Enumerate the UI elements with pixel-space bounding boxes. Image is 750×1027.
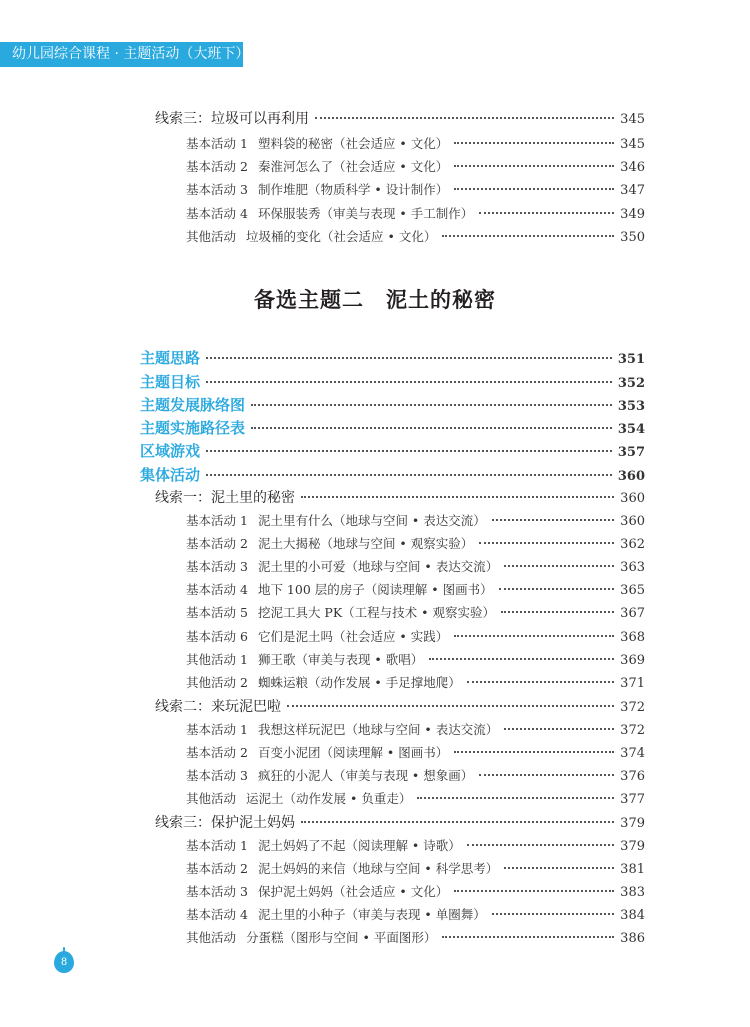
- toc-page-number: 386: [620, 931, 645, 946]
- activity-prefix: 基本活动 4: [186, 907, 248, 922]
- leader-dots: [467, 681, 614, 683]
- activity-prefix: 基本活动 2: [186, 536, 248, 551]
- toc-activity-row[interactable]: [186, 650, 645, 668]
- toc-page-number: 349: [620, 207, 645, 222]
- toc-activity-row[interactable]: [186, 789, 645, 807]
- activity-title: 狮王歌（审美与表现 • 歌唱）: [257, 652, 424, 667]
- activity-prefix: 基本活动 3: [186, 559, 248, 574]
- toc-page-number: 372: [620, 723, 645, 738]
- leader-dots: [479, 212, 614, 214]
- toc-activity-row[interactable]: [186, 673, 645, 691]
- toc-activity-row[interactable]: [186, 720, 645, 738]
- theme-title-part-a: 备选主题二: [254, 287, 364, 312]
- toc-page-number: 362: [620, 537, 645, 552]
- running-header-title: 幼儿园综合课程 · 主题活动（大班下）: [12, 46, 250, 62]
- leader-dots: [206, 474, 612, 476]
- leader-dots: [454, 890, 614, 892]
- toc-page-number: 377: [620, 792, 645, 807]
- activity-title: 分蛋糕（图形与空间 • 平面图形）: [246, 930, 437, 945]
- activity-title: 泥土里的小种子（审美与表现 • 单圈舞）: [257, 907, 486, 922]
- activity-title: 保护泥土妈妈（社会适应 • 文化）: [257, 884, 449, 899]
- activity-title: 我想这样玩泥巴（地球与空间 • 表达交流）: [257, 722, 499, 737]
- toc-page-number: 360: [620, 491, 645, 506]
- leader-dots: [301, 496, 614, 498]
- toc-page-number: 347: [620, 183, 645, 198]
- leader-dots: [479, 542, 614, 544]
- activity-title: 制作堆肥（物质科学 • 设计制作）: [257, 182, 449, 197]
- toc-activity-row[interactable]: [186, 557, 645, 575]
- toc-section-row[interactable]: [140, 394, 645, 415]
- toc-section-label: 区域游戏: [140, 442, 201, 460]
- toc-activity-row[interactable]: [186, 180, 645, 198]
- activity-prefix: 基本活动 2: [186, 745, 248, 760]
- leader-dots: [499, 588, 615, 590]
- activity-title: 泥土里的小可爱（地球与空间 • 表达交流）: [257, 559, 499, 574]
- toc-activity-row[interactable]: [186, 882, 645, 900]
- toc-page-number: 365: [620, 583, 645, 598]
- activity-title: 泥土大揭秘（地球与空间 • 观察实验）: [257, 536, 474, 551]
- toc-page-number: 345: [620, 137, 645, 152]
- activity-title: 地下 100 层的房子（阅读理解 • 图画书）: [257, 582, 493, 597]
- toc-activity-row[interactable]: [186, 603, 645, 621]
- running-header: [0, 42, 250, 67]
- activity-title: 垃圾桶的变化（社会适应 • 文化）: [246, 229, 437, 244]
- activity-prefix: 基本活动 1: [186, 722, 248, 737]
- theme-title: [0, 284, 750, 314]
- toc-page-number: 369: [620, 653, 645, 668]
- leader-dots: [301, 821, 614, 823]
- leader-dots: [206, 381, 612, 383]
- page-number: 8: [60, 957, 68, 968]
- toc-page-number: 383: [620, 885, 645, 900]
- leader-dots: [454, 165, 614, 167]
- leader-dots: [467, 844, 614, 846]
- leader-dots: [492, 519, 614, 521]
- toc-page-number: 350: [620, 230, 645, 245]
- activity-prefix: 基本活动 3: [186, 182, 248, 197]
- page-number-badge: [54, 951, 74, 973]
- toc-activity-row[interactable]: [186, 227, 645, 245]
- toc-page-number: 379: [620, 816, 645, 831]
- toc-activity-row[interactable]: [186, 859, 645, 877]
- leader-dots: [479, 774, 614, 776]
- leader-dots: [287, 705, 614, 707]
- toc-activity-row[interactable]: [186, 511, 645, 529]
- activity-prefix: 基本活动 3: [186, 884, 248, 899]
- toc-activity-row[interactable]: [186, 905, 645, 923]
- activity-prefix: 基本活动 6: [186, 629, 248, 644]
- toc-page-number: 351: [617, 352, 645, 367]
- toc-page-number: 345: [620, 112, 645, 127]
- leader-dots: [315, 117, 614, 119]
- leader-dots: [417, 797, 614, 799]
- leader-dots: [251, 404, 612, 406]
- activity-prefix: 基本活动 4: [186, 206, 248, 221]
- leader-dots: [442, 936, 614, 938]
- activity-title: 泥土里有什么（地球与空间 • 表达交流）: [257, 513, 486, 528]
- toc-clue-row[interactable]: [155, 696, 645, 716]
- leader-dots: [504, 565, 614, 567]
- toc-page-number: 360: [620, 514, 645, 529]
- leader-dots: [454, 188, 614, 190]
- toc-activity-row[interactable]: [186, 836, 645, 854]
- activity-prefix: 其他活动 1: [186, 652, 248, 667]
- activity-prefix: 基本活动 1: [186, 513, 248, 528]
- toc-page-number: 371: [620, 676, 645, 691]
- toc-activity-row[interactable]: [186, 627, 645, 645]
- leader-dots: [504, 728, 614, 730]
- toc-page-number: 363: [620, 560, 645, 575]
- toc-section-label: 主题发展脉络图: [140, 396, 246, 414]
- activity-prefix: 其他活动: [186, 229, 237, 244]
- toc-section-label: 主题实施路径表: [140, 419, 246, 437]
- leader-dots: [251, 427, 612, 429]
- toc-section-row[interactable]: [140, 440, 645, 461]
- toc-page-number: 374: [620, 746, 645, 761]
- leader-dots: [454, 751, 614, 753]
- toc-page-number: 368: [620, 630, 645, 645]
- leader-dots: [442, 235, 614, 237]
- activity-title: 蜘蛛运粮（动作发展 • 手足撑地爬）: [257, 675, 461, 690]
- activity-title: 泥土妈妈的来信（地球与空间 • 科学思考）: [257, 861, 499, 876]
- toc-clue-row[interactable]: [155, 487, 645, 507]
- activity-prefix: 基本活动 5: [186, 605, 248, 620]
- toc-page-number: 384: [620, 908, 645, 923]
- toc-clue-label: 线索一：泥土里的秘密: [155, 490, 295, 506]
- toc-activity-row[interactable]: [186, 743, 645, 761]
- leader-dots: [206, 357, 612, 359]
- toc-page-number: 353: [617, 399, 645, 414]
- toc-clue-label: 线索二：来玩泥巴啦: [155, 699, 281, 715]
- toc-page-number: 357: [617, 445, 645, 460]
- toc-clue-label: 线索三：垃圾可以再利用: [155, 111, 309, 127]
- toc-section-row[interactable]: [140, 371, 645, 392]
- toc-section-row[interactable]: [140, 347, 645, 368]
- toc-clue-row[interactable]: [155, 812, 645, 832]
- toc-page-number: 352: [617, 376, 645, 391]
- toc-section-label: 主题目标: [140, 373, 201, 391]
- leader-dots: [501, 611, 614, 613]
- activity-title: 百变小泥团（阅读理解 • 图画书）: [257, 745, 449, 760]
- toc-activity-row[interactable]: [186, 766, 645, 784]
- activity-title: 秦淮河怎么了（社会适应 • 文化）: [257, 159, 449, 174]
- activity-prefix: 其他活动: [186, 791, 237, 806]
- toc-page-number: 372: [620, 700, 645, 715]
- toc-activity-row[interactable]: [186, 157, 645, 175]
- toc-page-number: 354: [617, 422, 645, 437]
- activity-title: 挖泥工具大 PK（工程与技术 • 观察实验）: [257, 605, 495, 620]
- activity-title: 环保服装秀（审美与表现 • 手工制作）: [257, 206, 474, 221]
- toc-activity-row[interactable]: [186, 134, 645, 152]
- toc-activity-row[interactable]: [186, 204, 645, 222]
- toc-activity-row[interactable]: [186, 928, 645, 946]
- activity-prefix: 基本活动 3: [186, 768, 248, 783]
- activity-prefix: 基本活动 2: [186, 861, 248, 876]
- activity-title: 疯狂的小泥人（审美与表现 • 想象画）: [257, 768, 474, 783]
- theme-title-part-b: 泥土的秘密: [386, 287, 496, 312]
- toc-page-number: 376: [620, 769, 645, 784]
- activity-title: 运泥土（动作发展 • 负重走）: [246, 791, 412, 806]
- toc-page-number: 360: [617, 469, 645, 484]
- toc-section-label: 主题思路: [140, 349, 201, 367]
- toc-page-number: 381: [620, 862, 645, 877]
- toc-page-number: 379: [620, 839, 645, 854]
- leader-dots: [504, 867, 614, 869]
- leader-dots: [454, 142, 614, 144]
- toc-activity-row[interactable]: [186, 580, 645, 598]
- activity-title: 它们是泥土吗（社会适应 • 实践）: [257, 629, 449, 644]
- toc-page-number: 346: [620, 160, 645, 175]
- activity-prefix: 基本活动 2: [186, 159, 248, 174]
- activity-prefix: 其他活动 2: [186, 675, 248, 690]
- toc-clue-row[interactable]: [155, 108, 645, 128]
- toc-activity-row[interactable]: [186, 534, 645, 552]
- toc-section-row[interactable]: [140, 417, 645, 438]
- toc-page-number: 367: [620, 606, 645, 621]
- leader-dots: [429, 658, 614, 660]
- toc-clue-label: 线索三：保护泥土妈妈: [155, 815, 295, 831]
- activity-prefix: 其他活动: [186, 930, 237, 945]
- leader-dots: [206, 450, 612, 452]
- leader-dots: [492, 913, 614, 915]
- leader-dots: [454, 635, 614, 637]
- activity-prefix: 基本活动 1: [186, 838, 248, 853]
- toc-section-label: 集体活动: [140, 466, 201, 484]
- activity-title: 泥土妈妈了不起（阅读理解 • 诗歌）: [257, 838, 461, 853]
- toc-section-row[interactable]: [140, 464, 645, 485]
- activity-title: 塑料袋的秘密（社会适应 • 文化）: [257, 136, 449, 151]
- activity-prefix: 基本活动 1: [186, 136, 248, 151]
- activity-prefix: 基本活动 4: [186, 582, 248, 597]
